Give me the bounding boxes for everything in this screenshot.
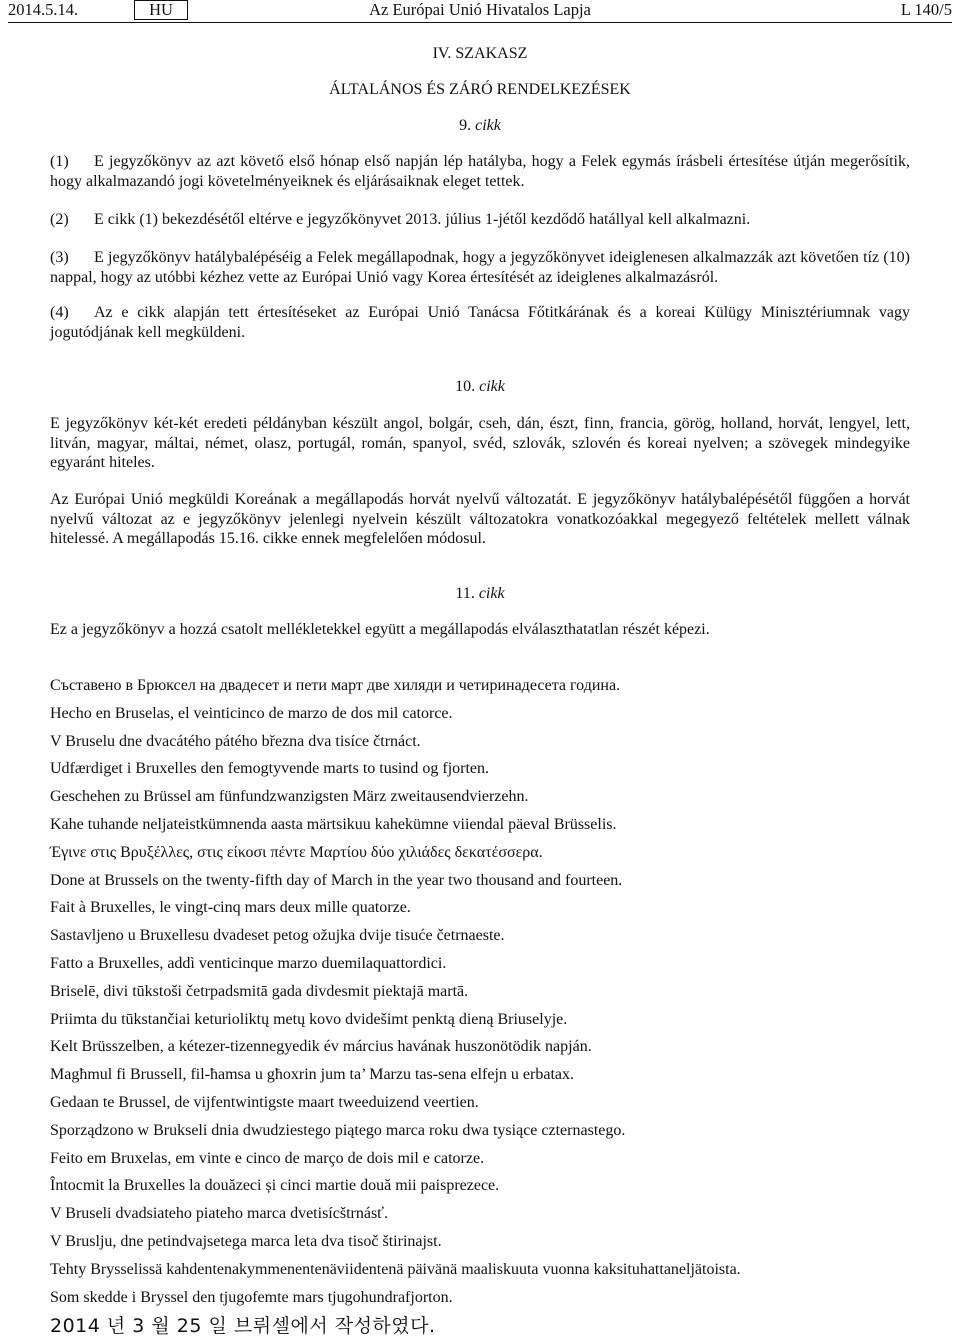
paragraph-text: Az e cikk alapján tett értesítéseket az Európai Unió Tanácsa Főtitkárának és a koreai Külügy Minisztériumnak vagy jogutódjának kell megküldeni. (50, 304, 910, 341)
signature-line-sv: Som skedde i Bryssel den tjugofemte mars tjugohundrafjorton. (50, 1288, 453, 1306)
page-header (8, 0, 952, 22)
signature-line-en: Done at Brussels on the twenty-fifth day of March in the year two thousand and fourteen. (50, 871, 623, 889)
article-number: 10. (455, 378, 476, 395)
signature-line-hu: Kelt Brüsszelben, a kétezer-tizennegyedik év március havának huszonötödik napján. (50, 1038, 592, 1056)
article-10-paragraph-1: E jegyzőkönyv két-két eredeti példányban készült angol, bolgár, cseh, dán, észt, finn, francia, görög, holland, horvát, lengyel, lett, litván, magyar, máltai, német, olasz, portugál, román, spanyol, svéd, szlovák, szlovén és koreai nyelven; a szövegek mindegyike egyaránt hiteles. (50, 415, 910, 471)
article-9-paragraph-1 (50, 152, 910, 191)
signature-line-da: Udfærdiget i Bruxelles den femogtyvende marts to tusind og fjorten. (50, 760, 490, 778)
signature-line-et: Kahe tuhande neljateistkümnenda aasta märtsikuu kahekümne viiendal päeval Brüsselis. (50, 815, 617, 833)
article-word: cikk (475, 117, 501, 134)
signature-line-lt: Priimta du tūkstančiai keturioliktų metų kovo dvidešimt penktą dieną Briuselyje. (50, 1010, 568, 1028)
signature-line-es: Hecho en Bruselas, el veinticinco de marzo de dos mil catorce. (50, 704, 453, 722)
header-date: 2014.5.14. (8, 0, 79, 19)
signature-line-lv: Briselē, divi tūkstoši četrpadsmitā gada divdesmit piektajā martā. (50, 982, 469, 1000)
paragraph-number: (4) (50, 304, 69, 321)
signature-line-pl: Sporządzono w Brukseli dnia dwudziestego piątego marca roku dwa tysiące czternastego. (50, 1121, 626, 1139)
signature-line-ko: 2014 년 3 월 25 일 브뤼셀에서 작성하였다. (50, 1315, 436, 1338)
article-9-paragraph-2 (50, 210, 910, 230)
signature-line-bg: Съставено в Брюксел на двадесет и пети март две хиляди и четиринадесета година. (50, 677, 621, 694)
paragraph-text: E jegyzőkönyv az azt követő első hónap első napján lép hatályba, hogy a Felek egymás írásbeli értesítése útján megerősítik, hogy alkalmazandó jogi követelményeiknek és eljárásaiknak eleget tettek. (50, 153, 910, 190)
paragraph-text: E jegyzőkönyv hatálybalépéséig a Felek megállapodnak, hogy a jegyzőkönyvet ideiglenesen alkalmazzák azt követően tíz (10) nappal, hogy az utóbbi kézhez vette az Európai Unió vagy Korea értesítését az ideiglenes alkalmazásról. (50, 249, 910, 286)
article-9-paragraph-3 (50, 248, 910, 287)
signature-line-sk: V Bruseli dvadsiateho piateho marca dvetisícštrnásť. (50, 1205, 389, 1223)
section-title: ÁLTALÁNOS ÉS ZÁRÓ RENDELKEZÉSEK (329, 81, 631, 98)
paragraph-number: (3) (50, 249, 69, 266)
header-rule (8, 22, 952, 23)
signature-line-it: Fatto a Bruxelles, addì venticinque marzo duemilaquattordici. (50, 954, 447, 972)
article-word: cikk (478, 585, 505, 602)
signature-line-sl: V Bruslju, dne petindvajsetega marca leta dva tisoč štirinajst. (50, 1232, 442, 1250)
signature-line-de: Geschehen zu Brüssel am fünfundzwanzigsten März zweitausendvierzehn. (50, 788, 529, 806)
article-word: cikk (479, 378, 505, 395)
signature-line-mt: Magħmul fi Brussell, fil-ħamsa u għoxrin jum ta’ Marzu tas-sena elfejn u erbatax. (50, 1066, 574, 1084)
signature-line-hr: Sastavljeno u Bruxellesu dvadeset petog ožujka dvije tisuće četrnaeste. (50, 927, 505, 945)
signature-line-fi: Tehty Brysselissä kahdentenakymmenentenäviidentenä päivänä maaliskuuta vuonna kaksituhattaneljätoista. (50, 1260, 741, 1278)
section-label: IV. SZAKASZ (432, 45, 528, 62)
article-number: 9. (459, 117, 472, 134)
signature-line-ro: Întocmit la Bruxelles la douăzeci și cinci martie două mii paisprezece. (50, 1177, 500, 1195)
signature-line-el: Έγινε στις Βρυξέλλες, στις είκοσι πέντε Μαρτίου δύο χιλιάδες δεκατέσσερα. (50, 843, 543, 861)
language-code-box: HU (134, 0, 188, 20)
paragraph-number: (2) (50, 211, 69, 228)
signature-line-fr: Fait à Bruxelles, le vingt-cinq mars deux mille quatorze. (50, 899, 411, 917)
signature-block (50, 672, 910, 1341)
article-10-heading (50, 377, 910, 397)
signature-line-pt: Feito em Bruxelas, em vinte e cinco de março de dois mil e catorze. (50, 1149, 485, 1167)
article-number: 11. (455, 585, 475, 602)
article-9-paragraph-4 (50, 303, 910, 342)
page-reference: L 140/5 (900, 0, 952, 19)
journal-title: Az Európai Unió Hivatalos Lapja (369, 0, 591, 19)
article-11-heading (50, 584, 910, 604)
paragraph-text: E cikk (1) bekezdésétől eltérve e jegyzőkönyvet 2013. július 1-jétől kezdődő hatállyal kell alkalmazni. (94, 211, 751, 228)
paragraph-number: (1) (50, 153, 69, 170)
article-10-paragraph-2: Az Európai Unió megküldi Koreának a megállapodás horvát nyelvű változatát. E jegyzőkönyv hatálybalépésétől függően a horvát nyelvű változat az e jegyzőkönyv jelenlegi nyelvein készült változatokra vonatkozóakkal megegyező feltételek mellett válnak hitelessé. A megállapodás 15.16. cikke ennek megfelelően módosul. (50, 491, 910, 547)
signature-line-nl: Gedaan te Brussel, de vijfentwintigste maart tweeduizend veertien. (50, 1093, 479, 1111)
article-11-paragraph: Ez a jegyzőkönyv a hozzá csatolt mellékletekkel együtt a megállapodás elválaszthatatlan részét képezi. (50, 621, 710, 638)
article-9-heading (50, 116, 910, 136)
signature-line-cs: V Bruselu dne dvacátého pátého března dva tisíce čtrnáct. (50, 732, 421, 750)
